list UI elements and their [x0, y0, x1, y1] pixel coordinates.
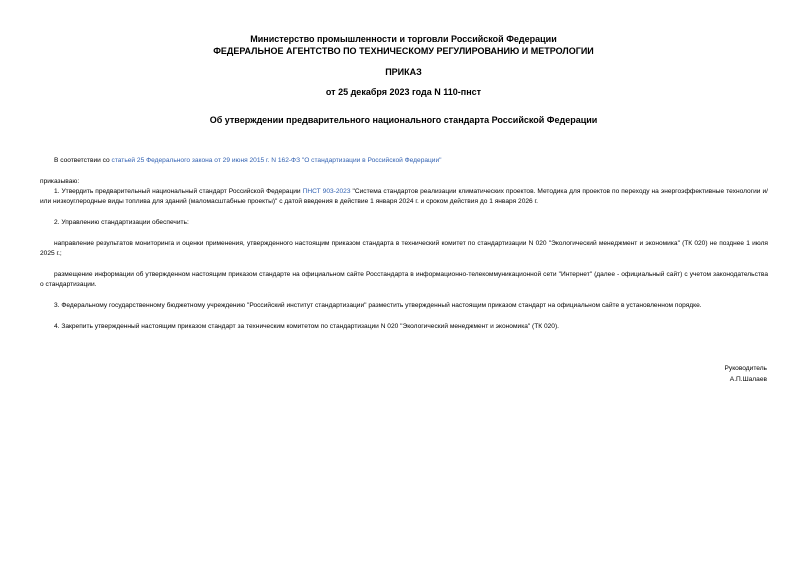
- paragraph-1-prefix: 1. Утвердить предварительный национальный стандарт Российской Федерации: [54, 188, 303, 195]
- order-word: приказываю:: [40, 178, 80, 185]
- ministry-name: Министерство промышленности и торговли Российской Федерации: [250, 34, 557, 44]
- paragraph-4: 4. Закрепить утвержденный настоящим приказом стандарт за техническим комитетом по стандартизации N 020 "Экологический менеджмент и экономика" (ТК 020).: [54, 323, 559, 330]
- paragraph-2a: направление результатов мониторинга и оценки применения, утвержденного настоящим приказом стандарта в технический комитет по стандартизации N 020 "Экологический менеджмент и экономика" (ТК 020) не позднее 1 июля 2025 г.;: [40, 240, 768, 257]
- preamble-prefix: В соответствии со: [54, 157, 112, 164]
- signature-block: [725, 363, 767, 385]
- paragraph-1: [40, 187, 768, 207]
- doc-title: Об утверждении предварительного национального стандарта Российской Федерации: [209, 115, 598, 125]
- paragraph-1-suffix: "Система стандартов реализации климатических проектов. Методика для проектов по переходу на энергоэффективные технологии и/или низкоуглеродные виды топлива для зданий (маломасштабные проекты)" с датой введения в действие 1 января 2024 г. и сроком действия до 1 января 2026 г.: [40, 188, 768, 205]
- preamble: [40, 156, 768, 166]
- doc-type: ПРИКАЗ: [385, 67, 422, 77]
- signature-name: А.П.Шалаев: [729, 376, 767, 383]
- standard-link[interactable]: ПНСТ 903-2023: [302, 188, 351, 195]
- paragraph-2b: размещение информации об утвержденном настоящим приказом стандарте на официальном сайте Росстандарта в информационно-телекоммуникационной сети "Интернет" (далее - официальный сайт) с учетом законодательства о стандартизации.: [40, 271, 768, 288]
- paragraph-2: 2. Управлению стандартизации обеспечить:: [54, 219, 189, 226]
- paragraph-3: 3. Федеральному государственному бюджетному учреждению "Российский институт стандартизации" разместить утвержденный настоящим приказом стандарт на официальном сайте в установленном порядке.: [54, 302, 702, 309]
- signature-position: Руководитель: [724, 365, 767, 372]
- doc-date: от 25 декабря 2023 года N 110-пнст: [325, 87, 482, 97]
- agency-name: ФЕДЕРАЛЬНОЕ АГЕНТСТВО ПО ТЕХНИЧЕСКОМУ РЕГУЛИРОВАНИЮ И МЕТРОЛОГИИ: [213, 46, 594, 56]
- law-link[interactable]: статьей 25 Федерального закона от 29 июня 2015 г. N 162-ФЗ "О стандартизации в Российской Федерации": [111, 157, 442, 164]
- document-header: [0, 33, 807, 57]
